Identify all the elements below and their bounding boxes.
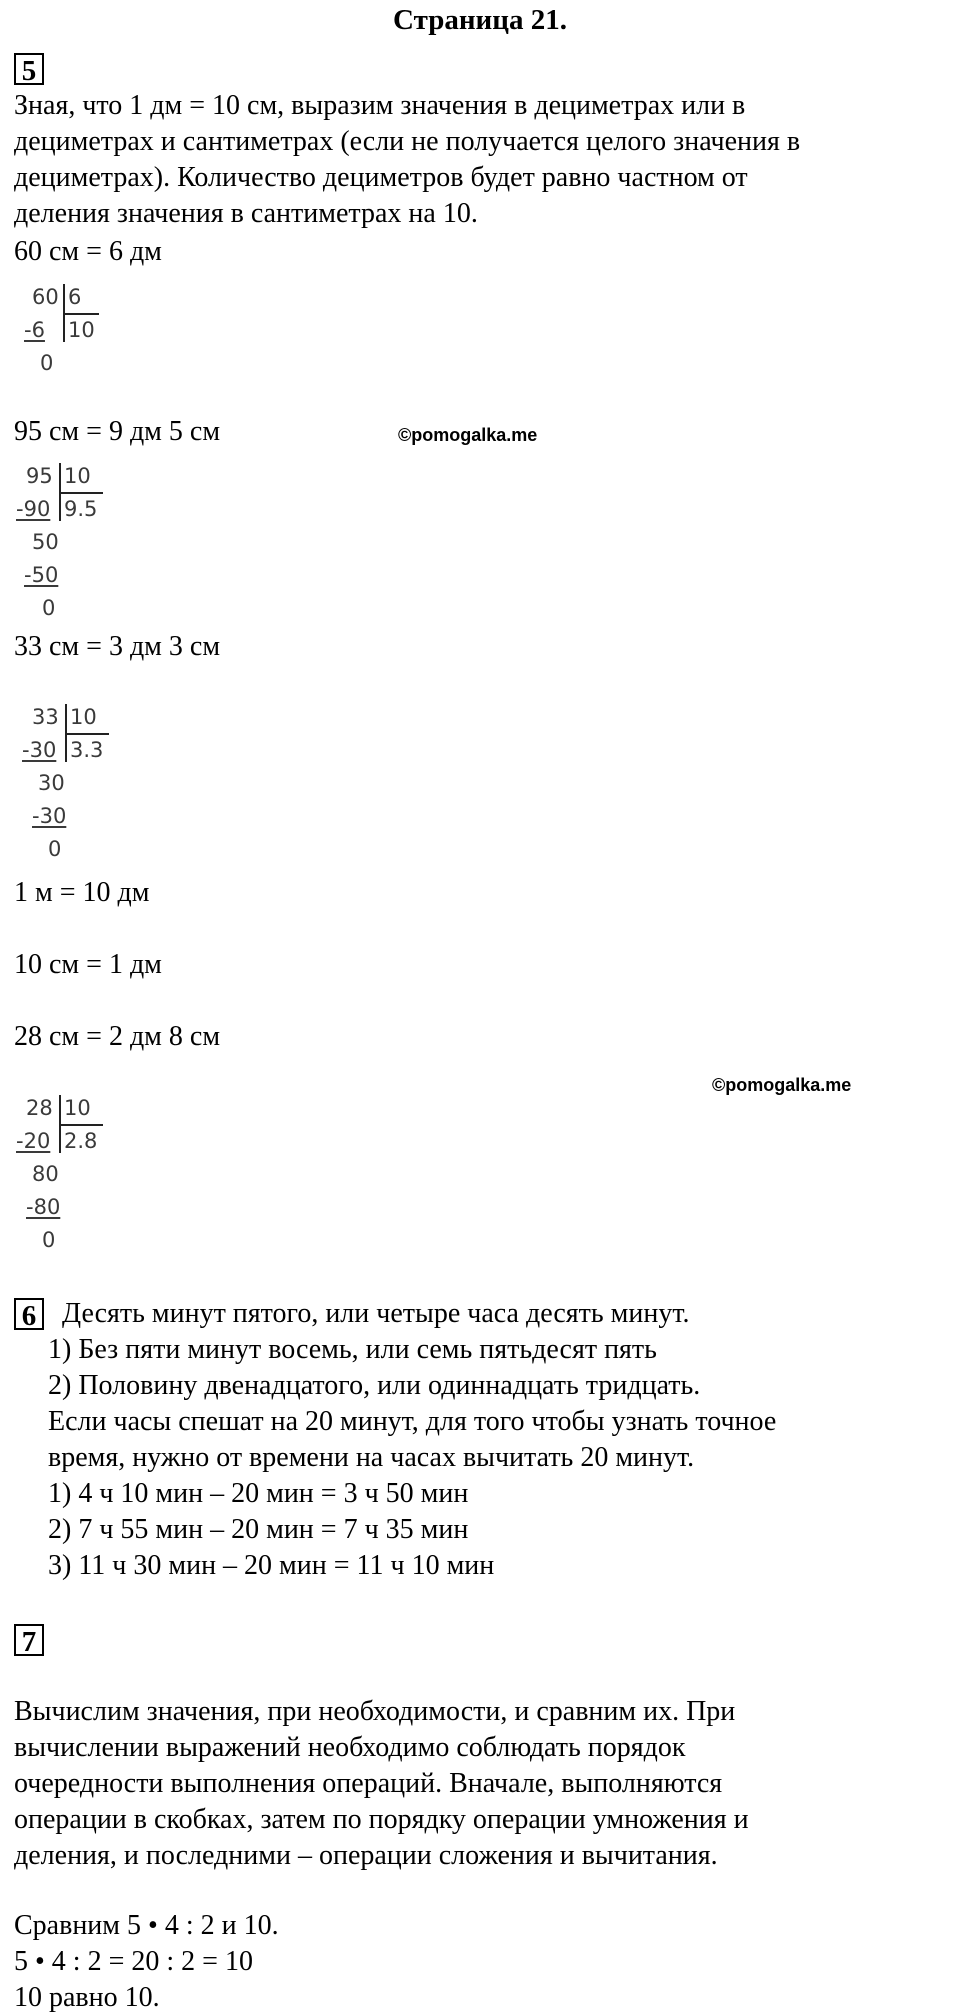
second-subtrahend: -30 <box>32 804 67 828</box>
task-6-line: 2) 7 ч 55 мин – 20 мин = 7 ч 35 мин <box>48 1514 469 1545</box>
task-5-number: 5 <box>14 53 44 85</box>
divisor: 10 <box>64 1096 91 1120</box>
subtrahend: -30 <box>22 738 57 762</box>
conversion-line: 33 см = 3 дм 3 см <box>14 631 221 662</box>
partial-remainder: 50 <box>32 530 59 554</box>
divisor: 6 <box>68 285 82 309</box>
remainder: 0 <box>48 837 62 861</box>
task-6-line: 1) 4 ч 10 мин – 20 мин = 3 ч 50 мин <box>48 1478 469 1509</box>
dividend: 33 <box>32 705 59 729</box>
remainder: 0 <box>40 351 54 375</box>
remainder: 0 <box>42 1228 56 1252</box>
division-bar-horizontal <box>59 1124 103 1126</box>
conversion-line: 60 см = 6 дм <box>14 236 162 267</box>
watermark: ©pomogalka.me <box>712 1075 852 1095</box>
subtrahend: -6 <box>24 318 45 342</box>
task-7-line: 10 равно 10. <box>14 1982 160 2013</box>
conversion-line: 1 м = 10 дм <box>14 877 150 908</box>
task-6-line: 1) Без пяти минут восемь, или семь пятьдесят пять <box>48 1334 657 1365</box>
task-6-line: 2) Половину двенадцатого, или одиннадцать тридцать. <box>48 1370 701 1401</box>
dividend: 95 <box>26 464 53 488</box>
dividend: 28 <box>26 1096 53 1120</box>
watermark: ©pomogalka.me <box>398 425 538 445</box>
quotient: 10 <box>68 318 95 342</box>
quotient: 3.3 <box>70 738 104 762</box>
second-subtrahend: -80 <box>26 1195 61 1219</box>
long-division-95-by-10 <box>16 461 136 631</box>
remainder: 0 <box>42 596 56 620</box>
task-7-line: Сравним 5 • 4 : 2 и 10. <box>14 1910 279 1941</box>
task-7-line: 5 • 4 : 2 = 20 : 2 = 10 <box>14 1946 253 1977</box>
task-6-line: Если часы спешат на 20 минут, для того чтобы узнать точное <box>48 1406 777 1437</box>
long-division-33-by-10 <box>22 702 142 872</box>
division-bar-horizontal <box>65 733 109 735</box>
quotient: 2.8 <box>64 1129 98 1153</box>
page-title: Страница 21. <box>393 4 567 36</box>
conversion-line: 28 см = 2 дм 8 см <box>14 1021 221 1052</box>
partial-remainder: 80 <box>32 1162 59 1186</box>
task-7-intro: Вычислим значения, при необходимости, и сравним их. При вычислении выражений необходимо соблюдать порядок очередности выполнения операций. Вначале, выполняются операции в скобках, затем по порядку операции умножения и деления, и последними – операции сложения и вычитания. <box>14 1696 749 1871</box>
second-subtrahend: -50 <box>24 563 59 587</box>
division-bar-horizontal <box>63 313 99 315</box>
partial-remainder: 30 <box>38 771 65 795</box>
subtrahend: -90 <box>16 497 51 521</box>
task-6-number: 6 <box>14 1298 44 1330</box>
division-bar-horizontal <box>59 492 103 494</box>
task-6-line: 3) 11 ч 30 мин – 20 мин = 11 ч 10 мин <box>48 1550 495 1581</box>
dividend: 60 <box>32 285 59 309</box>
task-7-number: 7 <box>14 1624 44 1656</box>
subtrahend: -20 <box>16 1129 51 1153</box>
conversion-line: 95 см = 9 дм 5 см <box>14 416 221 447</box>
divisor: 10 <box>70 705 97 729</box>
conversion-line: 10 см = 1 дм <box>14 949 162 980</box>
task-5-intro: Зная, что 1 дм = 10 см, выразим значения в дециметрах или в дециметрах и сантиметрах (если не получается целого значения в дециметрах). Количество дециметров будет равно частном от деления значения в сантиметрах на 10. <box>14 90 801 229</box>
quotient: 9.5 <box>64 497 98 521</box>
divisor: 10 <box>64 464 91 488</box>
task-6-line: время, нужно от времени на часах вычитать 20 минут. <box>48 1442 695 1473</box>
long-division-28-by-10 <box>16 1093 136 1263</box>
task-6-answer: Десять минут пятого, или четыре часа десять минут. <box>62 1298 690 1329</box>
